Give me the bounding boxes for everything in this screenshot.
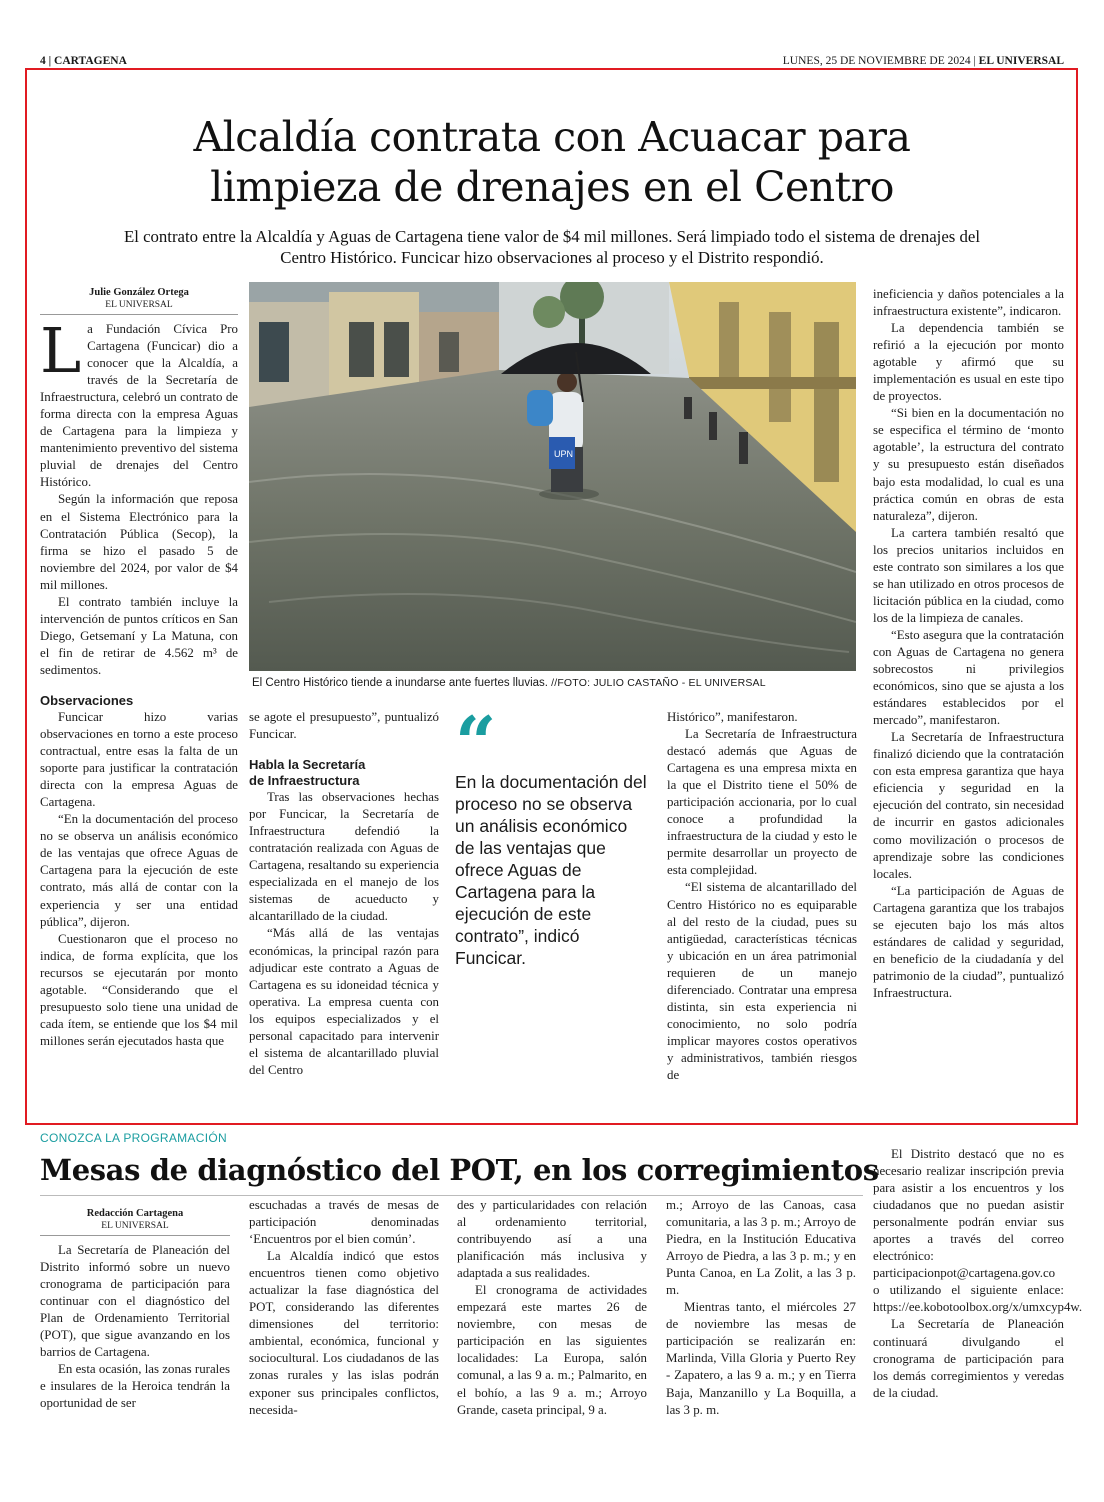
paragraph: Cuestionaron que el proceso no indica, de forma explícita, que los recursos se ejecutarán por monto agotable. “Considerando que el presupuesto solo tiene una unidad de cada ítem, se entiende que los $4 mil millones serán ejecutados hasta que bbox=[40, 931, 238, 1048]
byline-divider bbox=[40, 1235, 230, 1236]
article2-column-5 bbox=[873, 1146, 1083, 1402]
paragraph: “Si bien en la documentación no se especifica el término de ‘monto agotable’, la estructura del contrato y su presupuesto están diseñados bajo esta modalidad, lo cual es una práctica común en obras de esta naturaleza”, dijeron. bbox=[873, 406, 1064, 523]
flooded-street-photo bbox=[249, 282, 856, 671]
lead-text: a Fundación Cívica Pro Cartagena (Funcicar) dio a conocer que la Alcaldía, a través de la Secretaría de Infraestructura, celebró un contrato de forma directa con la empresa Aguas de Cartagena para la limpieza y mantenimiento preventivo del sistema pluvial de drenajes del Centro Histórico. bbox=[40, 322, 238, 490]
article-column-4 bbox=[667, 709, 857, 1084]
article-column-2 bbox=[249, 709, 439, 1079]
pull-quote bbox=[455, 700, 647, 969]
article2-column-4 bbox=[666, 1197, 856, 1419]
pull-quote-text: En la documentación del proceso no se observa un análisis económico de las ventajas que ofrece Aguas de Cartagena para la ejecución de este contrato”, indicó Funcicar. bbox=[455, 772, 647, 968]
section-name: CARTAGENA bbox=[54, 55, 127, 67]
bag-logo-text: UPN bbox=[554, 449, 574, 459]
paragraph: La dependencia también se refirió a la ejecución por monto agotable y afirmó que su implementación es usual en este tipo de proyectos. bbox=[873, 321, 1064, 404]
paragraph: “En la documentación del proceso no se observa un análisis económico de las ventajas que ofrece Aguas de Cartagena para la ejecución de este contrato, más allá de contar con la experiencia y ser una entidad pública”, dijeron. bbox=[40, 812, 238, 929]
paragraph: “El sistema de alcantarillado del Centro Histórico no es equiparable al del resto de la ciudad, pues su antigüedad, características técnicas y ubicación en un área patrimonial requieren de un manejo diferenciado. Contratar una empresa distinta, sin esta experiencia ni conocimiento, no solo podría implicar mayores costos operativos y administrativos, también riesgos de bbox=[667, 880, 857, 1082]
paragraph: Tras las observaciones hechas por Funcicar, la Secretaría de Infraestructura defendió la contratación realizada con Aguas de Cartagena, resaltando su experiencia especializada en el manejo de los sistemas de acueducto y alcantarillado de la ciudad. bbox=[249, 790, 439, 924]
article2-column-3 bbox=[457, 1197, 647, 1419]
quote-mark-icon: “ bbox=[455, 700, 497, 785]
article2-byline bbox=[40, 1208, 230, 1232]
paragraph: des y particularidades con relación al ordenamiento territorial, contribuyendo así a una planificación más inclusiva y adaptada a sus realidades. bbox=[457, 1198, 647, 1281]
subhead-observaciones: Observaciones bbox=[40, 692, 134, 708]
paragraph: En esta ocasión, las zonas rurales e insulares de la Heroica tendrán la oportunidad de ser bbox=[40, 1362, 230, 1411]
paragraph: “Esto asegura que la contratación con Aguas de Cartagena no genera sobrecostos ni privilegios económicos, sino que se ajusta a los estándares establecidos por el mercado”, manifestaron. bbox=[873, 627, 1064, 728]
paragraph: se agote el presupuesto”, puntualizó Funcicar. bbox=[249, 710, 439, 742]
article2-rule bbox=[40, 1195, 863, 1196]
page-number: 4 bbox=[40, 55, 46, 67]
paragraph: La Secretaría de Infraestructura destacó además que Aguas de Cartagena es una empresa mixta en la que el Distrito tiene el 50% de participación accionaria, por lo cual conoce a profundidad la infraestructura de la ciudad y esto le permite desarrollar un proyecto de esta complejidad. bbox=[667, 727, 857, 878]
article-headline bbox=[60, 112, 1044, 212]
paragraph: Según la información que reposa en el Sistema Electrónico para la Contratación Pública (Secop), la firma se hizo el pasado 5 de noviembre del 2024, por valor de $4 mil millones. bbox=[40, 492, 238, 592]
paragraph: ineficiencia y daños potenciales a la infraestructura existente”, indicaron. bbox=[873, 287, 1064, 319]
paragraph: La Alcaldía indicó que estos encuentros tienen como objetivo actualizar la fase diagnóstica del POT, considerando las diferentes dimensiones del territorio: ambiental, económica, funcional y sociocultural. Los ciudadanos de las zonas rurales y las islas podrán exponer sus principales conflictos, necesida- bbox=[249, 1249, 439, 1417]
author-name: Julie González Ortega bbox=[89, 287, 189, 298]
photo-credit: //FOTO: JULIO CASTAÑO - EL UNIVERSAL bbox=[547, 677, 766, 689]
paragraph: “Más allá de las ventajas económicas, la principal razón para adjudicar este contrato a Aguas de Cartagena es su idoneidad técnica y operativa. La empresa cuenta con los equipos especializados y el personal capacitado para intervenir el sistema de alcantarillado pluvial del Centro bbox=[249, 926, 439, 1077]
caption-text: El Centro Histórico tiende a inundarse ante fuertes lluvias. bbox=[252, 677, 548, 689]
author-outlet: EL UNIVERSAL bbox=[105, 300, 173, 310]
paragraph: La Secretaría de Planeación continuará divulgando el cronograma de participación para los demás corregimientos y veredas de la ciudad. bbox=[873, 1317, 1064, 1400]
paragraph: El contrato también incluye la intervención de puntos críticos en San Diego, Getsemaní y La Matuna, con el fin de retirar de 4.562 m³ de sedimentos. bbox=[40, 594, 238, 677]
subhead-secretaria bbox=[249, 757, 439, 789]
paragraph: La cartera también resaltó que los precios unitarios incluidos en este contrato son similares a los que se han utilizado en otros procesos de licitación pública en la ciudad, como los de la limpieza de canales. bbox=[873, 525, 1064, 625]
subhead-line-1: Habla la Secretaría bbox=[249, 757, 366, 773]
byline bbox=[40, 287, 238, 311]
paragraph: “La participación de Aguas de Cartagena garantiza que los trabajos se ejecuten bajo los más altos estándares de calidad y seguridad, en beneficio de la ciudadanía y del patrimonio de la ciudad”, puntualizó Infraestructura. bbox=[873, 883, 1064, 1000]
page-header bbox=[40, 55, 1064, 69]
article-column-1 bbox=[40, 287, 238, 1050]
article2-column-2 bbox=[249, 1197, 439, 1419]
dropcap: L bbox=[40, 314, 82, 387]
headline-line-1: Alcaldía contrata con Acuacar para bbox=[193, 113, 911, 161]
paragraph: Mientras tanto, el miércoles 27 de noviembre las mesas de participación se realizarán en: Marlinda, Villa Gloria y Puerto Rey - Zapatero, a las 9 a. m.; y en Tierra Baja, Manzanillo y La Boquilla, a las 3 p. m. bbox=[666, 1300, 856, 1417]
flood-illustration bbox=[249, 282, 856, 671]
issue-date: LUNES, 25 DE NOVIEMBRE DE 2024 bbox=[782, 55, 971, 67]
paper-name: EL UNIVERSAL bbox=[978, 55, 1064, 67]
paragraph: El Distrito destacó que no es necesario realizar inscripción previa para asistir a los encuentros y los ciudadanos que no puedan asistir personalmente podrán enviar sus aportes a través del correo electrónico: participacionpot@cartagena.gov.co o utilizando el siguiente enlace: https://ee.kobotoolbox.org/x/umxcyp4w. bbox=[873, 1147, 1083, 1315]
article2-headline: Mesas de diagnóstico del POT, en los corregimientos bbox=[40, 1153, 879, 1187]
article-column-5 bbox=[873, 286, 1064, 1002]
article2-kicker: CONOZCA LA PROGRAMACIÓN bbox=[40, 1131, 227, 1145]
paragraph: La Secretaría de Infraestructura finalizó diciendo que la contratación con esta empresa garantiza que haya eficiencia y seguridad en la ejecución del contrato, sin necesidad de incurrir en gastos adicionales como movilización o procesos de aprendizaje sobre las condiciones locales. bbox=[873, 730, 1064, 881]
page-date-paper: LUNES, 25 DE NOVIEMBRE DE 2024 | EL UNIVERSAL bbox=[782, 55, 1064, 67]
headline-line-2: limpieza de drenajes en el Centro bbox=[210, 163, 894, 211]
article-dek: El contrato entre la Alcaldía y Aguas de Cartagena tiene valor de $4 mil millones. Será limpiado todo el sistema de drenajes del Centro Histórico. Funcicar hizo observaciones al proceso y el Distrito respondió. bbox=[123, 227, 981, 267]
page-section: 4 | CARTAGENA bbox=[40, 55, 127, 67]
article2-column-1 bbox=[40, 1208, 230, 1412]
paragraph: escuchadas a través de mesas de participación denominadas ‘Encuentros por el bien común’. bbox=[249, 1198, 439, 1247]
photo-caption bbox=[252, 676, 856, 690]
paragraph: Histórico”, manifestaron. bbox=[667, 710, 798, 724]
paragraph: m.; Arroyo de las Canoas, casa comunitaria, a las 3 p. m.; Arroyo de Piedra, en la Institución Educativa Arroyo de Piedra, a las 3 p. m.; y en Punta Canoa, en La Zolit, a las 3 p. m. bbox=[666, 1198, 856, 1298]
subhead-line-2: de Infraestructura bbox=[249, 773, 360, 789]
article2-author: Redacción Cartagena bbox=[86, 1208, 184, 1219]
paragraph: La Secretaría de Planeación del Distrito informó sobre un nuevo cronograma de participación para continuar con el diagnóstico del Plan de Ordenamiento Territorial (POT), que sigue avanzando en los barrios de Cartagena. bbox=[40, 1243, 230, 1360]
article2-outlet: EL UNIVERSAL bbox=[101, 1221, 169, 1231]
paragraph: Funcicar hizo varias observaciones en torno a este proceso contractual, entre esas la falta de un soporte para justificar la contratación directa con la empresa Aguas de Cartagena. bbox=[40, 709, 238, 810]
paragraph: El cronograma de actividades empezará este martes 26 de noviembre, con mesas de participación en las siguientes localidades: La Europa, salón comunal, a las 9 a. m.; Palmarito, en el bohío, a las 9 a. m.; Arroyo Grande, caseta principal, 9 a. bbox=[457, 1283, 647, 1417]
lead-paragraph bbox=[40, 314, 238, 491]
